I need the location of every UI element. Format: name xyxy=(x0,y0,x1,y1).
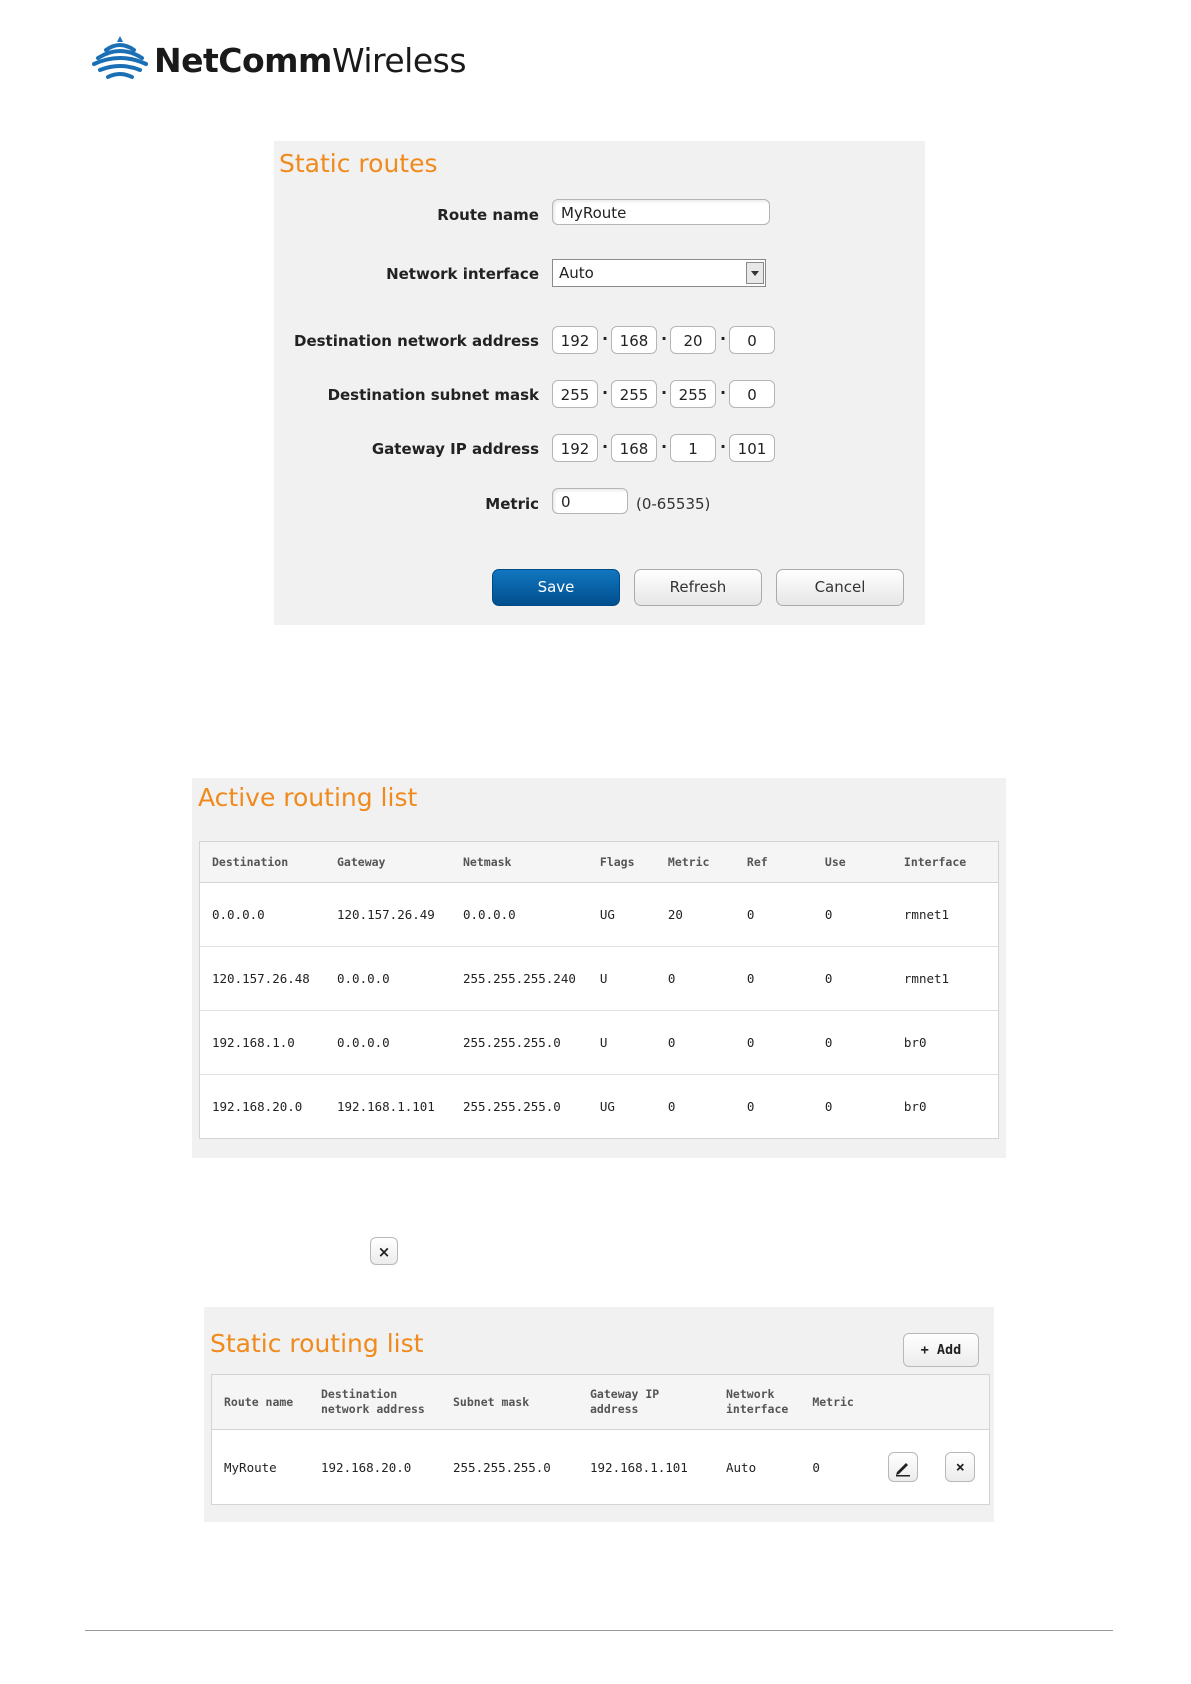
table-cell: 0 xyxy=(656,947,735,1011)
column-header-delete xyxy=(933,1375,989,1430)
dest-network-octet-4[interactable]: 0 xyxy=(729,326,775,354)
active-routing-table-wrap xyxy=(199,841,999,1139)
table-header-row xyxy=(200,842,998,883)
dest-mask-octet-4[interactable]: 0 xyxy=(729,380,775,408)
column-header: Metric xyxy=(800,1375,876,1430)
add-route-button[interactable]: + Add xyxy=(903,1333,979,1367)
table-cell: 0.0.0.0 xyxy=(325,1011,451,1075)
column-header: Flags xyxy=(588,842,656,883)
table-cell: 0.0.0.0 xyxy=(451,883,588,947)
table-cell: 192.168.1.101 xyxy=(337,1099,435,1114)
table-cell: 0 xyxy=(667,1099,676,1114)
table-cell: 0 xyxy=(813,1011,892,1075)
table-cell: 0 xyxy=(812,1459,820,1475)
table-cell xyxy=(876,1430,933,1505)
save-button[interactable]: Save xyxy=(492,569,620,606)
table-cell: MyRoute xyxy=(224,1459,277,1475)
column-header: Destination network address xyxy=(309,1375,441,1430)
table-cell: 0 xyxy=(656,1011,735,1075)
wireless-waves-icon xyxy=(92,34,148,86)
gateway-octet-3[interactable]: 1 xyxy=(670,434,716,462)
table-cell: 0 xyxy=(824,1099,833,1114)
column-header: Network interface xyxy=(714,1375,800,1430)
table-cell: 0 xyxy=(813,883,892,947)
table-cell: 255.255.255.0 xyxy=(453,1459,551,1475)
network-interface-label: Network interface xyxy=(386,265,539,283)
table-cell: 0 xyxy=(735,883,813,947)
column-header: Ref xyxy=(735,842,813,883)
table-cell: 0 xyxy=(735,947,813,1011)
table-cell: 20 xyxy=(656,883,735,947)
table-cell: 192.168.1.101 xyxy=(590,1459,688,1475)
column-header: Interface xyxy=(892,842,998,883)
pencil-icon xyxy=(894,1459,912,1477)
dest-mask-octet-2[interactable]: 255 xyxy=(611,380,657,408)
static-routing-table xyxy=(212,1375,989,1504)
active-routing-title: Active routing list xyxy=(198,783,418,812)
column-header: Subnet mask xyxy=(441,1375,578,1430)
table-cell: 192.168.20.0 xyxy=(212,1099,303,1114)
form-title: Static routes xyxy=(279,149,438,178)
static-routing-table-wrap xyxy=(211,1374,990,1505)
dest-network-octet-2[interactable]: 168 xyxy=(611,326,657,354)
metric-input[interactable]: 0 xyxy=(552,488,628,514)
route-name-input[interactable]: MyRoute xyxy=(552,199,770,225)
dest-network-octet-3[interactable]: 20 xyxy=(670,326,716,354)
table-row xyxy=(200,1011,998,1075)
table-cell: br0 xyxy=(892,1011,998,1075)
gateway-label: Gateway IP address xyxy=(371,440,539,458)
table-cell: 0 xyxy=(735,1011,813,1075)
table-cell: U xyxy=(588,947,656,1011)
refresh-button[interactable]: Refresh xyxy=(634,569,762,606)
static-routing-panel xyxy=(204,1307,994,1522)
table-cell: UG xyxy=(588,883,656,947)
column-header: Destination xyxy=(200,842,325,883)
table-cell: 0.0.0.0 xyxy=(325,947,451,1011)
cancel-button[interactable]: Cancel xyxy=(776,569,904,606)
table-cell: br0 xyxy=(903,1099,927,1114)
table-cell: 0 xyxy=(746,1099,755,1114)
column-header-edit xyxy=(876,1375,933,1430)
network-interface-value: Auto xyxy=(559,264,594,282)
table-cell xyxy=(933,1430,989,1505)
column-header: Use xyxy=(813,842,892,883)
active-routing-panel xyxy=(192,778,1006,1158)
column-header: Gateway xyxy=(325,842,451,883)
static-routing-title: Static routing list xyxy=(210,1329,424,1358)
column-header: Route name xyxy=(212,1375,309,1430)
close-icon: × xyxy=(955,1458,965,1476)
gateway-octet-4[interactable]: 101 xyxy=(729,434,775,462)
table-row xyxy=(200,1075,998,1139)
table-cell: rmnet1 xyxy=(892,947,998,1011)
dest-mask-label: Destination subnet mask xyxy=(327,386,539,404)
table-row xyxy=(200,947,998,1011)
table-header-row xyxy=(212,1375,989,1430)
table-cell: 255.255.255.240 xyxy=(451,947,588,1011)
table-cell: Auto xyxy=(726,1459,757,1475)
netcomm-logo xyxy=(92,34,466,86)
close-icon: × xyxy=(377,1243,391,1261)
table-cell: 120.157.26.48 xyxy=(200,947,325,1011)
static-routes-form: Static routes Route name MyRoute Network interface Auto Destination network address 192 · 168 · 20 · 0 Destination subnet mask 255 · 255 · 255 · 0 Gateway IP address 192 · 168 · 1 · 101 Metric 0 (0-65535) Save Refresh Cancel xyxy=(274,141,925,625)
delete-icon-button[interactable] xyxy=(370,1237,398,1265)
table-cell: 255.255.255.0 xyxy=(463,1099,561,1114)
column-header: Metric xyxy=(656,842,735,883)
table-cell: UG xyxy=(599,1099,615,1114)
column-header: Netmask xyxy=(451,842,588,883)
gateway-octet-2[interactable]: 168 xyxy=(611,434,657,462)
table-cell: 120.157.26.49 xyxy=(325,883,451,947)
table-cell: U xyxy=(588,1011,656,1075)
network-interface-select[interactable] xyxy=(552,259,766,287)
dest-mask-octet-3[interactable]: 255 xyxy=(670,380,716,408)
metric-range-hint: (0-65535) xyxy=(636,495,711,513)
dest-network-label: Destination network address xyxy=(294,332,539,350)
table-row xyxy=(200,883,998,947)
table-row xyxy=(212,1430,989,1505)
delete-route-button[interactable] xyxy=(945,1452,975,1482)
footer-divider xyxy=(85,1630,1113,1631)
column-header: Gateway IP address xyxy=(578,1375,714,1430)
active-routing-table xyxy=(200,842,998,1138)
dest-network-octet-1[interactable]: 192 xyxy=(552,326,598,354)
table-cell: 255.255.255.0 xyxy=(451,1011,588,1075)
table-cell: 192.168.1.0 xyxy=(200,1011,325,1075)
table-cell: 0.0.0.0 xyxy=(200,883,325,947)
brand-name: NetCommWireless xyxy=(154,40,467,80)
table-cell: 0 xyxy=(813,947,892,1011)
route-name-label: Route name xyxy=(437,206,539,224)
metric-label: Metric xyxy=(485,495,539,513)
dest-mask-octet-1[interactable]: 255 xyxy=(552,380,598,408)
table-cell: rmnet1 xyxy=(892,883,998,947)
gateway-octet-1[interactable]: 192 xyxy=(552,434,598,462)
edit-route-button[interactable] xyxy=(888,1452,918,1482)
dropdown-arrow-icon[interactable] xyxy=(746,262,764,284)
table-cell: 192.168.20.0 xyxy=(321,1459,412,1475)
